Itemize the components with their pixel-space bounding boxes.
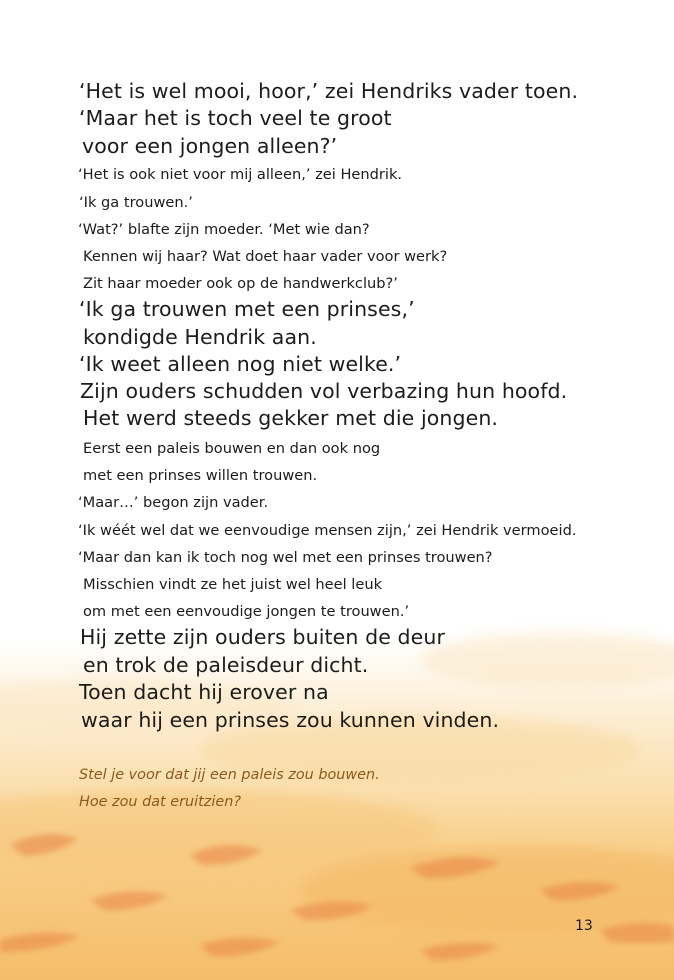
story-line: kondigde Hendrik aan. (83, 325, 317, 349)
story-line: met een prinses willen trouwen. (83, 467, 318, 484)
story-line: om met een eenvoudige jongen te trouwen.’ (83, 603, 410, 620)
story-line: waar hij een prinses zou kunnen vinden. (81, 708, 500, 732)
story-line: ‘Maar…’ begon zijn vader. (78, 494, 269, 511)
story-line: ‘Ik ga trouwen.’ (79, 194, 193, 211)
story-line: Zit haar moeder ook op de handwerkclub?’ (83, 275, 398, 292)
story-line: ‘Het is ook niet voor mij alleen,’ zei Hendrik. (78, 166, 403, 183)
page-number: 13 (575, 918, 593, 934)
story-line: ‘Wat?’ blafte zijn moeder. ‘Met wie dan? (78, 221, 370, 238)
story-line: Kennen wij haar? Wat doet haar vader voor werk? (83, 248, 448, 265)
story-line: Hij zette zijn ouders buiten de deur (80, 625, 445, 649)
story-line: ‘Maar dan kan ik toch nog wel met een prinses trouwen? (78, 549, 493, 566)
story-line: voor een jongen alleen?’ (82, 134, 338, 158)
story-line: Eerst een paleis bouwen en dan ook nog (83, 440, 381, 457)
story-line: ‘Ik wéét wel dat we eenvoudige mensen zijn,’ zei Hendrik vermoeid. (78, 522, 577, 539)
story-line: ‘Ik ga trouwen met een prinses,’ (79, 297, 415, 321)
story-line: en trok de paleisdeur dicht. (83, 653, 369, 677)
question-line: Hoe zou dat eruitzien? (79, 794, 241, 810)
story-line: ‘Het is wel mooi, hoor,’ zei Hendriks vader toen. (79, 79, 579, 103)
question-line: Stel je voor dat jij een paleis zou bouwen. (79, 767, 380, 783)
story-line: Het werd steeds gekker met die jongen. (83, 406, 499, 430)
story-line: ‘Ik weet alleen nog niet welke.’ (79, 352, 402, 376)
story-line: ‘Maar het is toch veel te groot (79, 106, 392, 130)
story-line: Zijn ouders schudden vol verbazing hun hoofd. (80, 379, 568, 403)
story-line: Misschien vindt ze het juist wel heel leuk (83, 576, 383, 593)
story-line: Toen dacht hij erover na (79, 680, 329, 704)
